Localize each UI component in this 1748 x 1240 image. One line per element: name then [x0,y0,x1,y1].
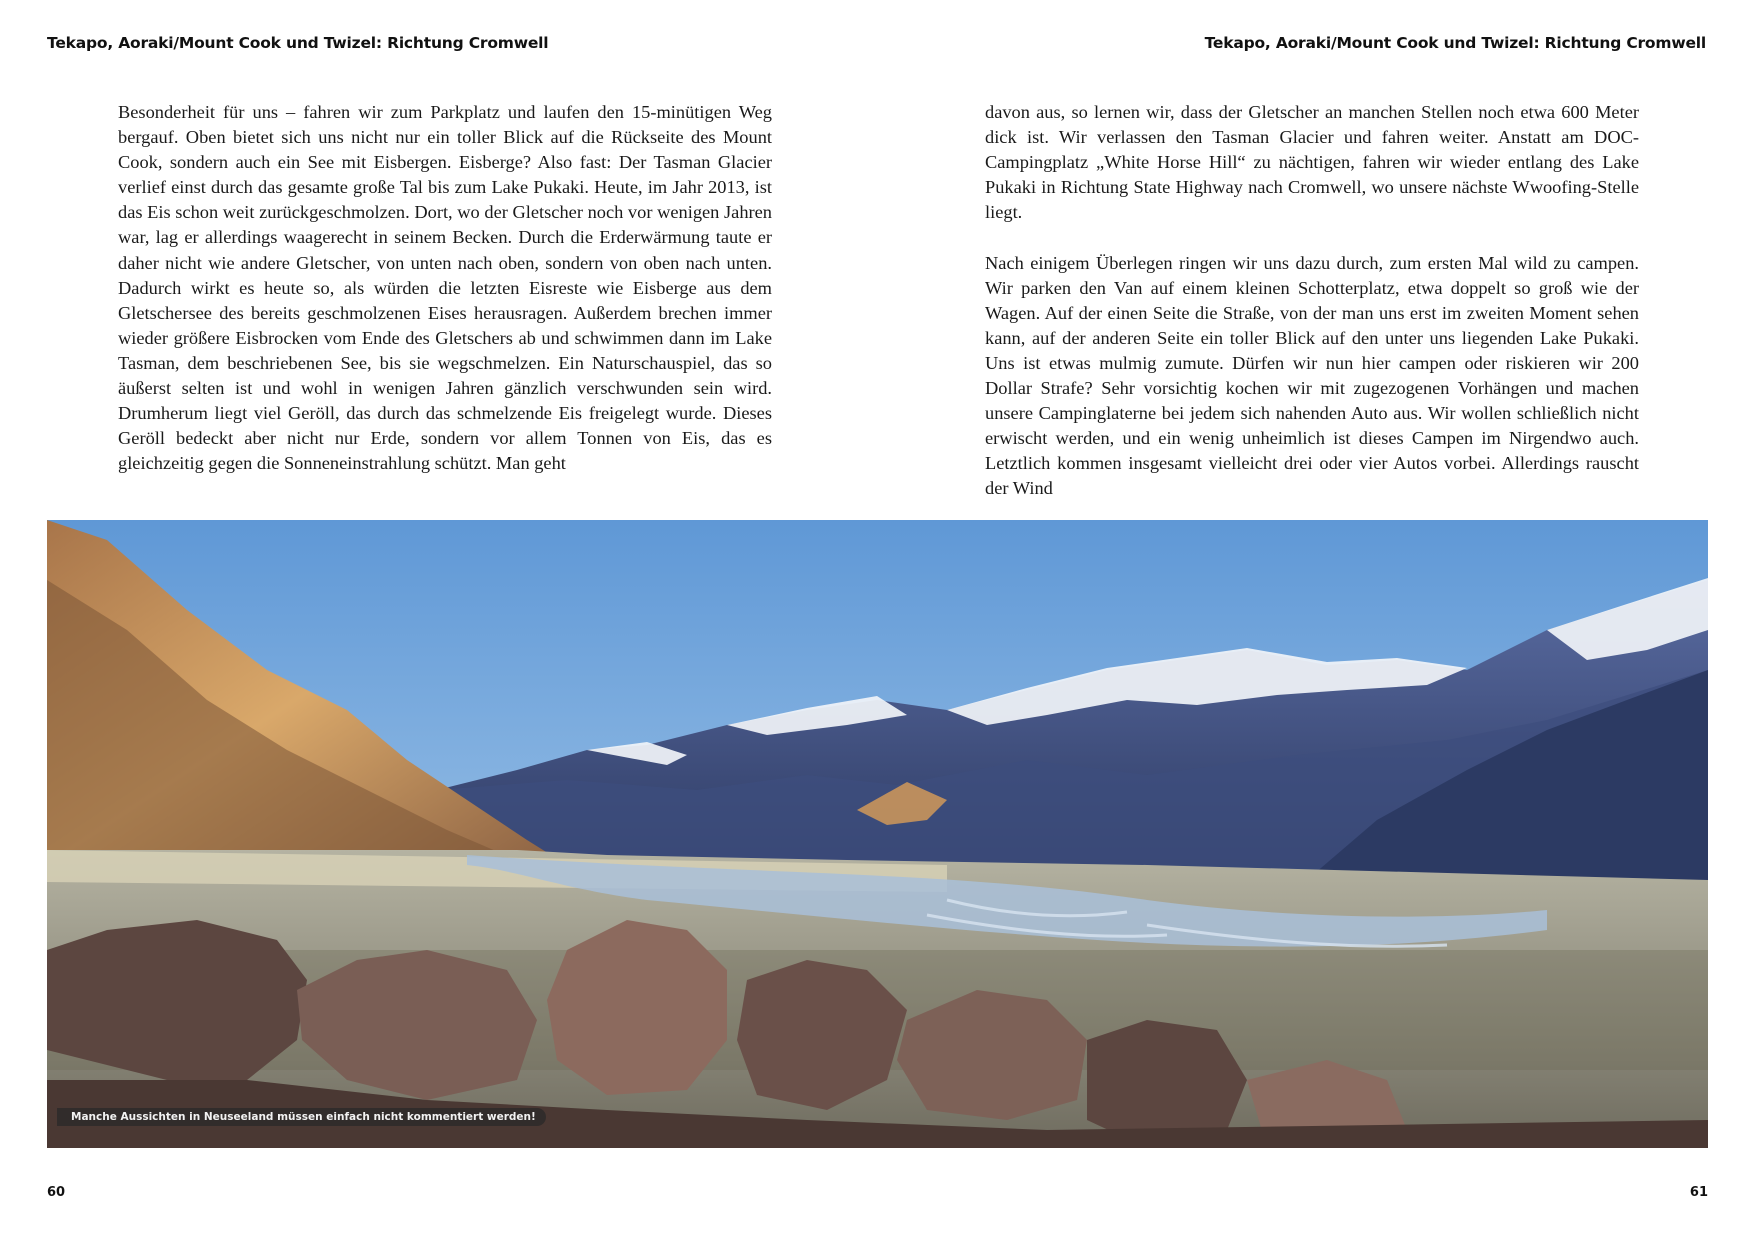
page-number-right: 61 [1689,1185,1708,1200]
page-number-left: 60 [47,1185,66,1200]
left-paragraph: Besonderheit für uns – fahren wir zum Parkplatz und laufen den 15-minütigen Weg bergauf. Oben bietet sich uns nicht nur ein toller Blick auf die Rückseite des Mount Cook, sondern auch ein See mit Eisbergen. Eisberge? Also fast: Der Tasman Glacier verlief einst durch das gesamte große Tal bis zum Lake Pukaki. Heute, im Jahr 2013, ist das Eis schon weit zurückgeschmolzen. Dort, wo der Gletscher noch vor wenigen Jahren war, lag er allerdings waagerecht in seinem Becken. Durch die Erderwärmung taute er daher nicht wie andere Gletscher, von unten nach oben, sondern von oben nach unten. Dadurch wirkt es heute so, als würden die letzten Eisreste wie Eisberge aus dem Gletschersee des bereits geschmolzenen Eises herausragen. Außerdem brechen immer wieder größere Eisbrocken vom Ende des Gletschers ab und schwimmen dann im Lake Tasman, dem beschriebenen See, bis sie wegschmelzen. Ein Naturschauspiel, das so äußerst selten ist und wohl in wenigen Jahren gänzlich verschwunden sein wird. Drumherum liegt viel Geröll, das durch das schmelzende Eis freigelegt wurde. Dieses Geröll bedeckt aber nicht nur Erde, sondern vor allem Tonnen von Eis, das es gleichzeitig gegen die Sonneneinstrahlung schützt. Man geht [118,102,772,474]
left-text-column [118,100,772,476]
right-text-column [985,100,1639,502]
right-paragraph-2: Nach einigem Überlegen ringen wir uns dazu durch, zum ersten Mal wild zu campen. Wir parken den Van auf einem kleinen Schotterplatz, etwa doppelt so groß wie der Wagen. Auf der einen Seite die Straße, von der man uns erst im zweiten Moment sehen kann, auf der anderen Seite ein toller Blick auf den unter uns liegenden Lake Pukaki. Uns ist etwas mulmig zumute. Dürfen wir nun hier campen oder riskieren wir 200 Dollar Strafe? Sehr vorsichtig kochen wir mit zugezogenen Vorhängen und machen unsere Campinglaterne bei jedem sich nahenden Auto aus. Wir wollen schließlich nicht erwischt werden, und ein wenig unheimlich ist dieses Campen im Nirgendwo auch. Letztlich kommen insgesamt vielleicht drei oder vier Autos vorbei. Allerdings rauscht der Wind [985,252,1639,499]
running-head-left: Tekapo, Aoraki/Mount Cook und Twizel: Richtung Cromwell [47,34,549,52]
mountain-valley-illustration [47,520,1708,1148]
right-paragraph-1: davon aus, so lernen wir, dass der Gletscher an manchen Stellen noch etwa 600 Meter dick ist. Wir verlassen den Tasman Glacier und fahren weiter. Anstatt am DOC-Campingplatz „White Horse Hill“ zu nächtigen, fahren wir wieder entlang des Lake Pukaki in Richtung State Highway nach Cromwell, wo unsere nächste Wwoofing-Stelle liegt. [985,102,1639,223]
running-head-right: Tekapo, Aoraki/Mount Cook und Twizel: Richtung Cromwell [1204,34,1706,52]
photo-caption: Manche Aussichten in Neuseeland müssen einfach nicht kommentiert werden! [57,1108,546,1126]
landscape-photo [47,520,1708,1148]
